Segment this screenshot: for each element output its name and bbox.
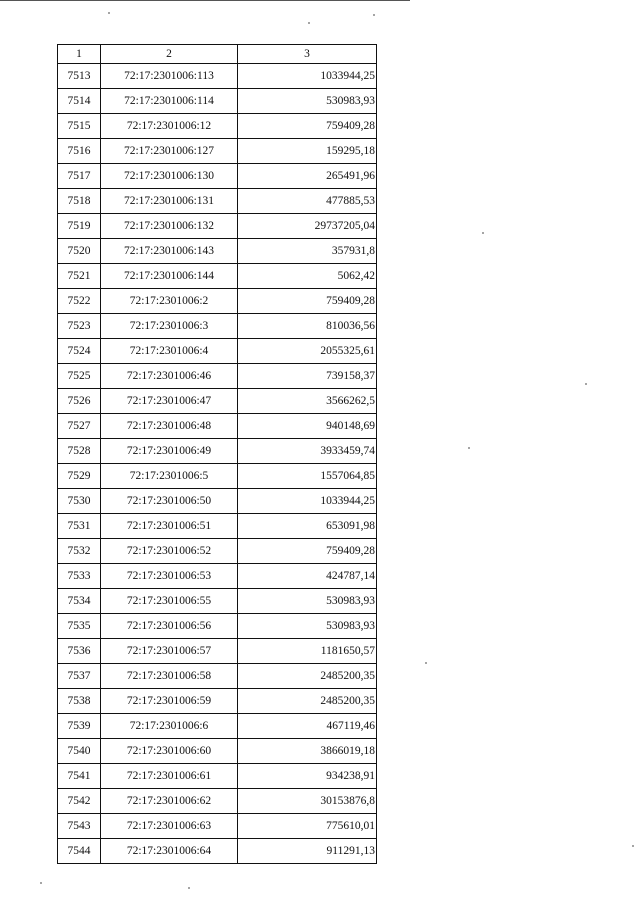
cadastral-number-cell: 72:17:2301006:5 bbox=[101, 464, 238, 489]
cadastral-number-cell: 72:17:2301006:131 bbox=[101, 189, 238, 214]
row-number-cell: 7520 bbox=[58, 239, 101, 264]
scan-speck bbox=[468, 447, 470, 449]
value-cell: 1557064,85 bbox=[238, 464, 377, 489]
value-cell: 265491,96 bbox=[238, 164, 377, 189]
cadastral-number-cell: 72:17:2301006:144 bbox=[101, 264, 238, 289]
cadastral-number-cell: 72:17:2301006:55 bbox=[101, 589, 238, 614]
scan-speck bbox=[308, 22, 310, 24]
row-number-cell: 7519 bbox=[58, 214, 101, 239]
row-number-cell: 7526 bbox=[58, 389, 101, 414]
cadastral-number-cell: 72:17:2301006:64 bbox=[101, 839, 238, 864]
value-cell: 911291,13 bbox=[238, 839, 377, 864]
row-number-cell: 7525 bbox=[58, 364, 101, 389]
row-number-cell: 7542 bbox=[58, 789, 101, 814]
table-row bbox=[58, 614, 377, 639]
row-number-cell: 7536 bbox=[58, 639, 101, 664]
scan-speck bbox=[632, 845, 634, 847]
table-row bbox=[58, 689, 377, 714]
value-cell: 810036,56 bbox=[238, 314, 377, 339]
table-row bbox=[58, 214, 377, 239]
scan-speck bbox=[188, 887, 190, 889]
cadastral-number-cell: 72:17:2301006:59 bbox=[101, 689, 238, 714]
value-cell: 759409,28 bbox=[238, 539, 377, 564]
row-number-cell: 7523 bbox=[58, 314, 101, 339]
row-number-cell: 7531 bbox=[58, 514, 101, 539]
row-number-cell: 7527 bbox=[58, 414, 101, 439]
table-row bbox=[58, 664, 377, 689]
table-row bbox=[58, 789, 377, 814]
value-cell: 759409,28 bbox=[238, 289, 377, 314]
table-row bbox=[58, 514, 377, 539]
row-number-cell: 7543 bbox=[58, 814, 101, 839]
value-cell: 30153876,8 bbox=[238, 789, 377, 814]
cadastral-number-cell: 72:17:2301006:113 bbox=[101, 64, 238, 89]
cadastral-number-cell: 72:17:2301006:60 bbox=[101, 739, 238, 764]
cadastral-number-cell: 72:17:2301006:127 bbox=[101, 139, 238, 164]
row-number-cell: 7522 bbox=[58, 289, 101, 314]
cadastral-number-cell: 72:17:2301006:62 bbox=[101, 789, 238, 814]
column-header-2: 2 bbox=[101, 45, 238, 64]
table-row bbox=[58, 464, 377, 489]
scan-speck bbox=[108, 12, 110, 14]
table-row bbox=[58, 339, 377, 364]
row-number-cell: 7517 bbox=[58, 164, 101, 189]
cadastral-number-cell: 72:17:2301006:52 bbox=[101, 539, 238, 564]
cadastral-number-cell: 72:17:2301006:132 bbox=[101, 214, 238, 239]
cadastral-number-cell: 72:17:2301006:49 bbox=[101, 439, 238, 464]
table-body bbox=[58, 64, 377, 864]
row-number-cell: 7535 bbox=[58, 614, 101, 639]
cadastral-number-cell: 72:17:2301006:53 bbox=[101, 564, 238, 589]
table-row bbox=[58, 139, 377, 164]
cadastral-number-cell: 72:17:2301006:4 bbox=[101, 339, 238, 364]
table-row bbox=[58, 189, 377, 214]
cadastral-number-cell: 72:17:2301006:12 bbox=[101, 114, 238, 139]
cadastral-number-cell: 72:17:2301006:48 bbox=[101, 414, 238, 439]
table-row bbox=[58, 564, 377, 589]
row-number-cell: 7524 bbox=[58, 339, 101, 364]
row-number-cell: 7534 bbox=[58, 589, 101, 614]
row-number-cell: 7513 bbox=[58, 64, 101, 89]
table-row bbox=[58, 839, 377, 864]
table-row bbox=[58, 89, 377, 114]
cadastral-number-cell: 72:17:2301006:6 bbox=[101, 714, 238, 739]
table-row bbox=[58, 314, 377, 339]
scan-speck bbox=[425, 662, 427, 664]
value-cell: 5062,42 bbox=[238, 264, 377, 289]
value-cell: 159295,18 bbox=[238, 139, 377, 164]
value-cell: 2485200,35 bbox=[238, 689, 377, 714]
scan-speck bbox=[585, 383, 587, 385]
cadastral-number-cell: 72:17:2301006:46 bbox=[101, 364, 238, 389]
value-cell: 29737205,04 bbox=[238, 214, 377, 239]
table-row bbox=[58, 264, 377, 289]
cadastral-number-cell: 72:17:2301006:47 bbox=[101, 389, 238, 414]
table-row bbox=[58, 289, 377, 314]
row-number-cell: 7537 bbox=[58, 664, 101, 689]
value-cell: 530983,93 bbox=[238, 589, 377, 614]
value-cell: 1033944,25 bbox=[238, 489, 377, 514]
row-number-cell: 7516 bbox=[58, 139, 101, 164]
row-number-cell: 7529 bbox=[58, 464, 101, 489]
table-row bbox=[58, 739, 377, 764]
row-number-cell: 7521 bbox=[58, 264, 101, 289]
value-cell: 940148,69 bbox=[238, 414, 377, 439]
row-number-cell: 7541 bbox=[58, 764, 101, 789]
row-number-cell: 7528 bbox=[58, 439, 101, 464]
cadastral-number-cell: 72:17:2301006:56 bbox=[101, 614, 238, 639]
cadastral-number-cell: 72:17:2301006:57 bbox=[101, 639, 238, 664]
value-cell: 1033944,25 bbox=[238, 64, 377, 89]
row-number-cell: 7518 bbox=[58, 189, 101, 214]
value-cell: 739158,37 bbox=[238, 364, 377, 389]
value-cell: 1181650,57 bbox=[238, 639, 377, 664]
column-header-3: 3 bbox=[238, 45, 377, 64]
table-row bbox=[58, 639, 377, 664]
cadastral-number-cell: 72:17:2301006:3 bbox=[101, 314, 238, 339]
table-row bbox=[58, 589, 377, 614]
table-row bbox=[58, 389, 377, 414]
value-cell: 653091,98 bbox=[238, 514, 377, 539]
table-row bbox=[58, 814, 377, 839]
value-cell: 424787,14 bbox=[238, 564, 377, 589]
table-row bbox=[58, 489, 377, 514]
cadastral-number-cell: 72:17:2301006:58 bbox=[101, 664, 238, 689]
value-cell: 2055325,61 bbox=[238, 339, 377, 364]
value-cell: 3566262,5 bbox=[238, 389, 377, 414]
cadastral-number-cell: 72:17:2301006:130 bbox=[101, 164, 238, 189]
value-cell: 357931,8 bbox=[238, 239, 377, 264]
column-header-1: 1 bbox=[58, 45, 101, 64]
scan-speck bbox=[482, 232, 484, 234]
row-number-cell: 7538 bbox=[58, 689, 101, 714]
table-row bbox=[58, 414, 377, 439]
table-row bbox=[58, 164, 377, 189]
value-cell: 759409,28 bbox=[238, 114, 377, 139]
value-cell: 2485200,35 bbox=[238, 664, 377, 689]
cadastral-number-cell: 72:17:2301006:143 bbox=[101, 239, 238, 264]
value-cell: 477885,53 bbox=[238, 189, 377, 214]
table-row bbox=[58, 764, 377, 789]
table-row bbox=[58, 64, 377, 89]
table-row bbox=[58, 114, 377, 139]
row-number-cell: 7515 bbox=[58, 114, 101, 139]
row-number-cell: 7532 bbox=[58, 539, 101, 564]
value-cell: 530983,93 bbox=[238, 89, 377, 114]
value-cell: 467119,46 bbox=[238, 714, 377, 739]
cadastral-number-cell: 72:17:2301006:50 bbox=[101, 489, 238, 514]
table-row bbox=[58, 364, 377, 389]
value-cell: 934238,91 bbox=[238, 764, 377, 789]
row-number-cell: 7544 bbox=[58, 839, 101, 864]
table-row bbox=[58, 539, 377, 564]
cadastral-number-cell: 72:17:2301006:2 bbox=[101, 289, 238, 314]
data-table bbox=[57, 44, 377, 864]
cadastral-number-cell: 72:17:2301006:61 bbox=[101, 764, 238, 789]
table-row bbox=[58, 714, 377, 739]
table-row bbox=[58, 439, 377, 464]
table-row bbox=[58, 239, 377, 264]
value-cell: 775610,01 bbox=[238, 814, 377, 839]
value-cell: 530983,93 bbox=[238, 614, 377, 639]
row-number-cell: 7514 bbox=[58, 89, 101, 114]
row-number-cell: 7540 bbox=[58, 739, 101, 764]
table-header-row bbox=[58, 45, 377, 64]
top-border-line bbox=[0, 0, 410, 1]
scan-speck bbox=[40, 882, 42, 884]
cadastral-number-cell: 72:17:2301006:51 bbox=[101, 514, 238, 539]
scan-speck bbox=[373, 14, 375, 16]
cadastral-number-cell: 72:17:2301006:63 bbox=[101, 814, 238, 839]
row-number-cell: 7533 bbox=[58, 564, 101, 589]
value-cell: 3866019,18 bbox=[238, 739, 377, 764]
cadastral-number-cell: 72:17:2301006:114 bbox=[101, 89, 238, 114]
row-number-cell: 7530 bbox=[58, 489, 101, 514]
row-number-cell: 7539 bbox=[58, 714, 101, 739]
value-cell: 3933459,74 bbox=[238, 439, 377, 464]
